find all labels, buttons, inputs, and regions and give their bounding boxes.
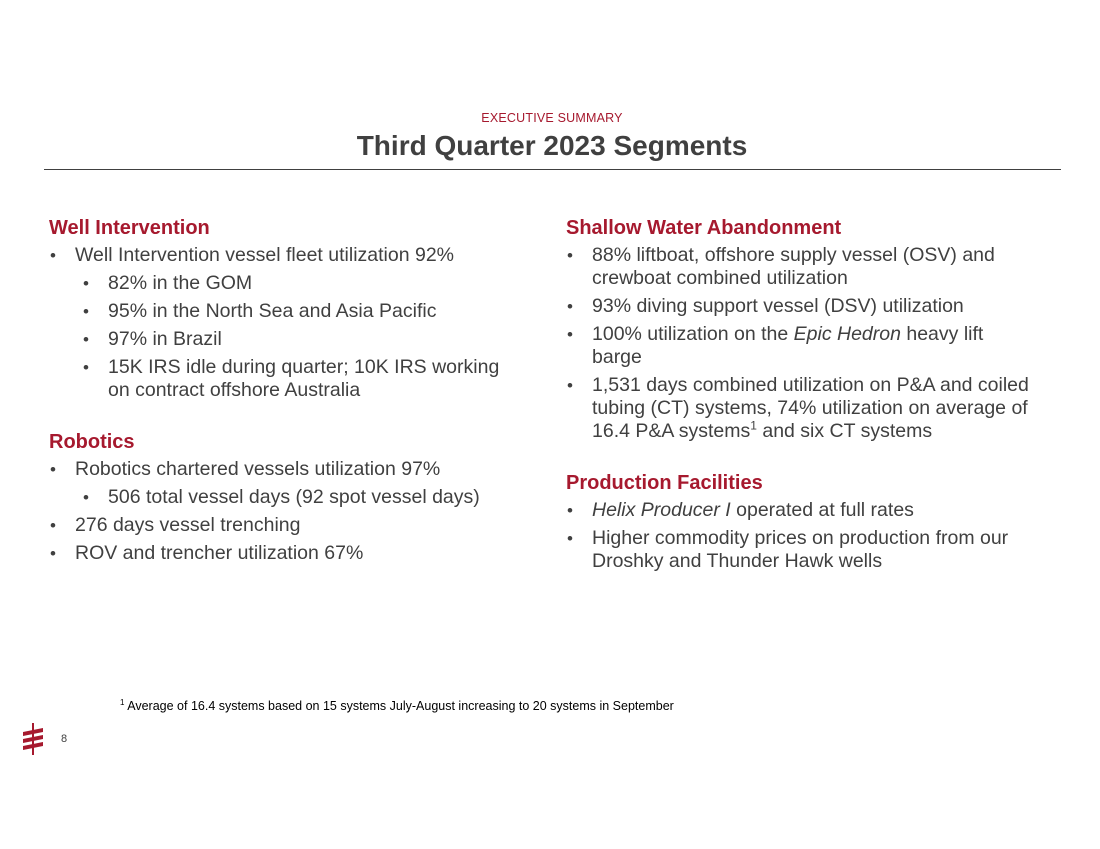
page-number: 8 [61, 733, 68, 745]
item-text: operated at full rates [730, 499, 914, 521]
bullet-list [566, 244, 1036, 443]
robotics-section [49, 430, 519, 565]
list-item: • 15K IRS idle during quarter; 10K IRS working on contract offshore Australia [49, 356, 519, 402]
vessel-name: Epic Hedron [793, 323, 901, 345]
list-item: • 276 days vessel trenching [49, 514, 519, 537]
list-item [566, 499, 1036, 522]
list-item: • 95% in the North Sea and Asia Pacific [49, 300, 519, 323]
section-heading: Production Facilities [566, 472, 763, 494]
shallow-water-section [566, 216, 1036, 443]
bullet-list [566, 499, 1036, 573]
item-text: 1,531 days combined utilization on P&A and coiled tubing (CT) systems, 74% utilization on average of 16.4 P&A systems [592, 374, 1029, 442]
page-title: Third Quarter 2023 Segments [356, 130, 748, 161]
left-column [49, 216, 519, 593]
bullet-list [49, 244, 519, 402]
footnote-marker: 1 [120, 697, 125, 707]
right-column [566, 216, 1036, 601]
list-item: • 97% in Brazil [49, 328, 519, 351]
item-text: heavy lift barge [592, 323, 984, 368]
helix-logo-icon [20, 723, 46, 755]
list-item [566, 374, 1036, 443]
list-item: • Higher commodity prices on production from our Droshky and Thunder Hawk wells [566, 527, 1036, 573]
well-intervention-section [49, 216, 519, 402]
eyebrow-label: EXECUTIVE SUMMARY [481, 111, 623, 125]
list-item: • Robotics chartered vessels utilization 97% [49, 458, 519, 481]
section-heading: Robotics [49, 431, 135, 453]
footnote-reference: 1 [750, 418, 757, 433]
bullet-list [49, 458, 519, 565]
footnote [120, 699, 674, 713]
vessel-name: Helix Producer I [592, 499, 731, 521]
item-text: and six CT systems [756, 420, 933, 442]
item-text: 100% utilization on the [592, 323, 794, 345]
list-item: • ROV and trencher utilization 67% [49, 542, 519, 565]
section-heading: Shallow Water Abandonment [566, 217, 842, 239]
list-item [566, 323, 1036, 369]
footnote-text: Average of 16.4 systems based on 15 systems July-August increasing to 20 systems in September [124, 699, 674, 713]
list-item: • 88% liftboat, offshore supply vessel (OSV) and crewboat combined utilization [566, 244, 1036, 290]
list-item: • 93% diving support vessel (DSV) utilization [566, 295, 1036, 318]
production-facilities-section [566, 471, 1036, 573]
list-item: • 506 total vessel days (92 spot vessel days) [49, 486, 519, 509]
title-divider [44, 169, 1061, 170]
list-item: • 82% in the GOM [49, 272, 519, 295]
list-item: • Well Intervention vessel fleet utilization 92% [49, 244, 519, 267]
section-heading: Well Intervention [49, 217, 210, 239]
